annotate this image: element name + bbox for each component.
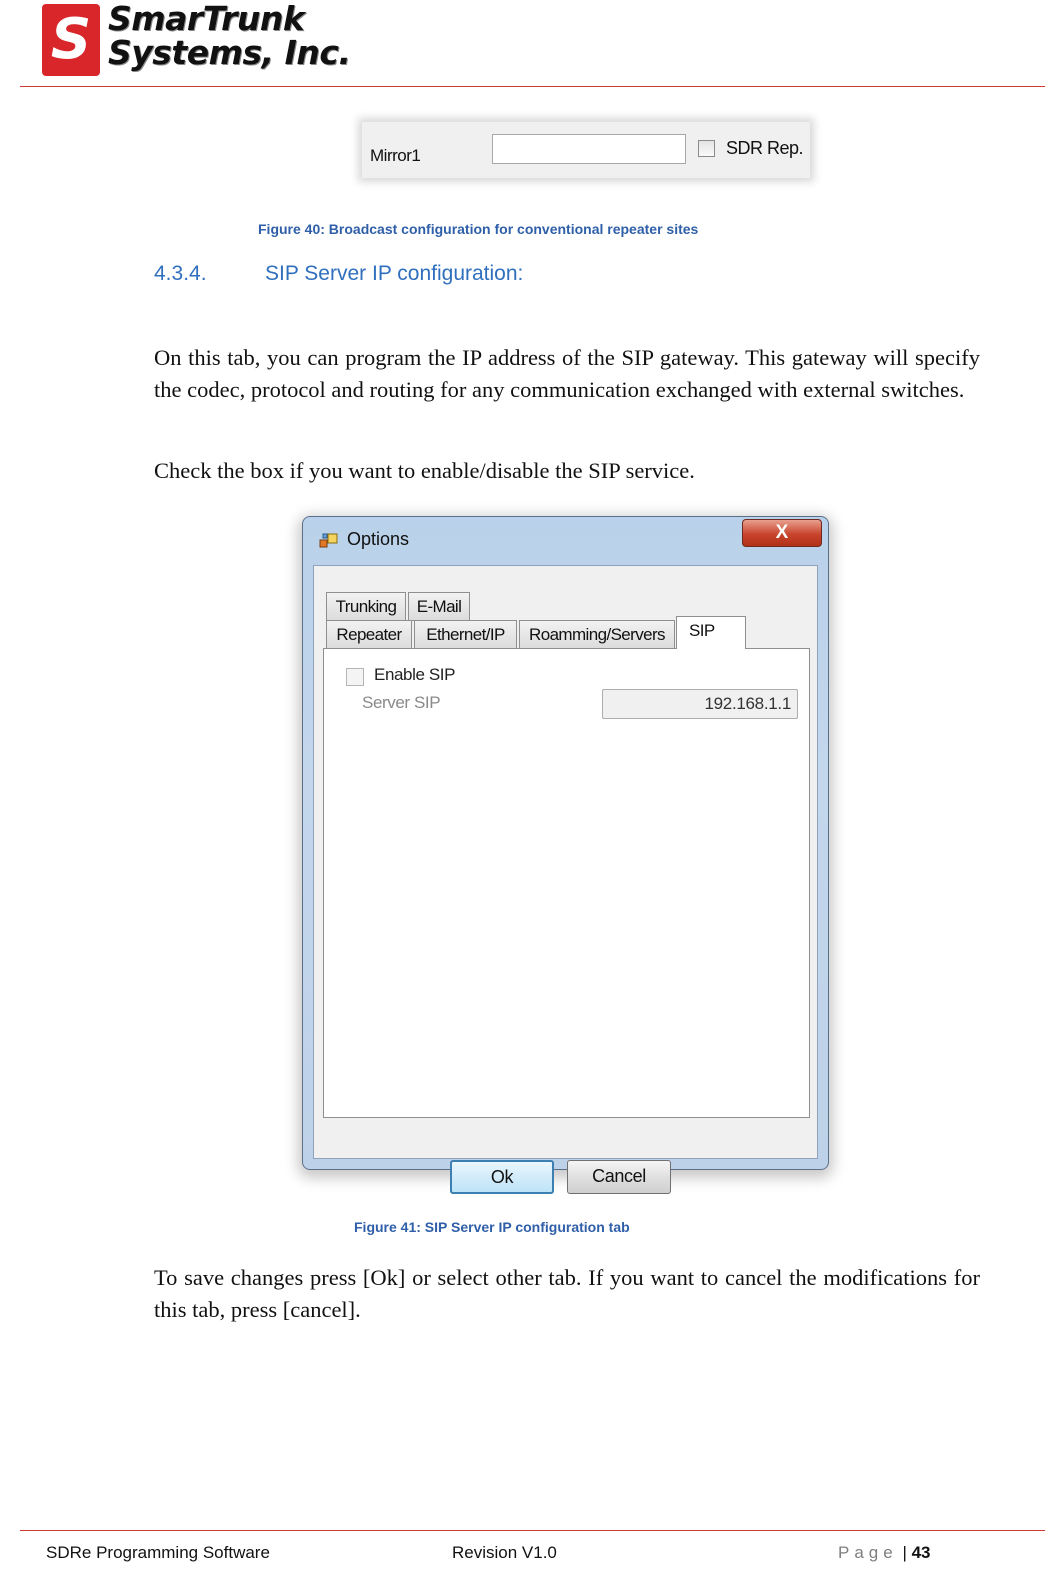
dialog-title: Options — [347, 529, 410, 549]
tab-trunking[interactable]: Trunking — [326, 592, 406, 621]
figure-40-caption: Figure 40: Broadcast configuration for conventional repeater sites — [258, 221, 699, 237]
options-dialog — [302, 516, 829, 1187]
company-name-line2: Systems, Inc. — [108, 33, 351, 72]
cancel-button[interactable]: Cancel — [567, 1160, 671, 1194]
footer-divider — [20, 1530, 1045, 1531]
close-icon: X — [775, 522, 789, 543]
footer-revision: Revision V1.0 — [452, 1543, 557, 1562]
tab-roamming-servers[interactable]: Roamming/Servers — [519, 620, 675, 649]
mirror1-input[interactable] — [492, 134, 686, 164]
company-logo-badge — [42, 4, 100, 76]
server-sip-label: Server SIP — [362, 693, 441, 712]
figure-40-screenshot — [362, 122, 810, 178]
tab-sip[interactable]: SIP — [676, 616, 746, 649]
section-number: 4.3.4. — [154, 262, 207, 285]
close-button[interactable] — [742, 519, 822, 547]
app-icon — [319, 532, 339, 550]
footer-page-number: 43 — [911, 1543, 931, 1562]
ok-button[interactable]: Ok — [450, 1160, 554, 1194]
enable-sip-label: Enable SIP — [374, 665, 456, 684]
server-sip-input[interactable]: 192.168.1.1 — [602, 689, 798, 719]
mirror1-label: Mirror1 — [370, 146, 421, 165]
footer-page-word: Page — [838, 1543, 898, 1562]
footer-page-info — [838, 1543, 931, 1563]
header-divider — [20, 86, 1045, 87]
paragraph-save-cancel: To save changes press [Ok] or select other tab. If you want to cancel the modifications for this tab, press [cancel]. — [154, 1265, 980, 1322]
footer-separator: | — [902, 1543, 907, 1562]
company-logo-text — [108, 2, 351, 70]
footer-doc-name: SDRe Programming Software — [46, 1543, 270, 1562]
sip-tab-panel — [323, 648, 810, 1118]
paragraph-sip-intro: On this tab, you can program the IP address of the SIP gateway. This gateway will specify the codec, protocol and routing for any communication exchanged with external switches. — [154, 345, 980, 402]
tab-repeater[interactable]: Repeater — [326, 620, 412, 649]
sdr-rep-checkbox[interactable] — [698, 140, 715, 157]
company-name-line1: SmarTrunk — [108, 0, 305, 38]
paragraph-checkbox-hint: Check the box if you want to enable/disable the SIP service. — [154, 458, 695, 483]
tab-email[interactable]: E-Mail — [408, 592, 470, 621]
dialog-client-area — [313, 565, 818, 1187]
logo-letter: S — [50, 7, 92, 72]
section-title: SIP Server IP configuration: — [265, 262, 524, 285]
sdr-rep-label: SDR Rep. — [726, 138, 804, 158]
figure-41-caption: Figure 41: SIP Server IP configuration tab — [354, 1219, 630, 1235]
enable-sip-checkbox[interactable] — [346, 668, 364, 686]
tab-ethernet-ip[interactable]: Ethernet/IP — [414, 620, 517, 649]
